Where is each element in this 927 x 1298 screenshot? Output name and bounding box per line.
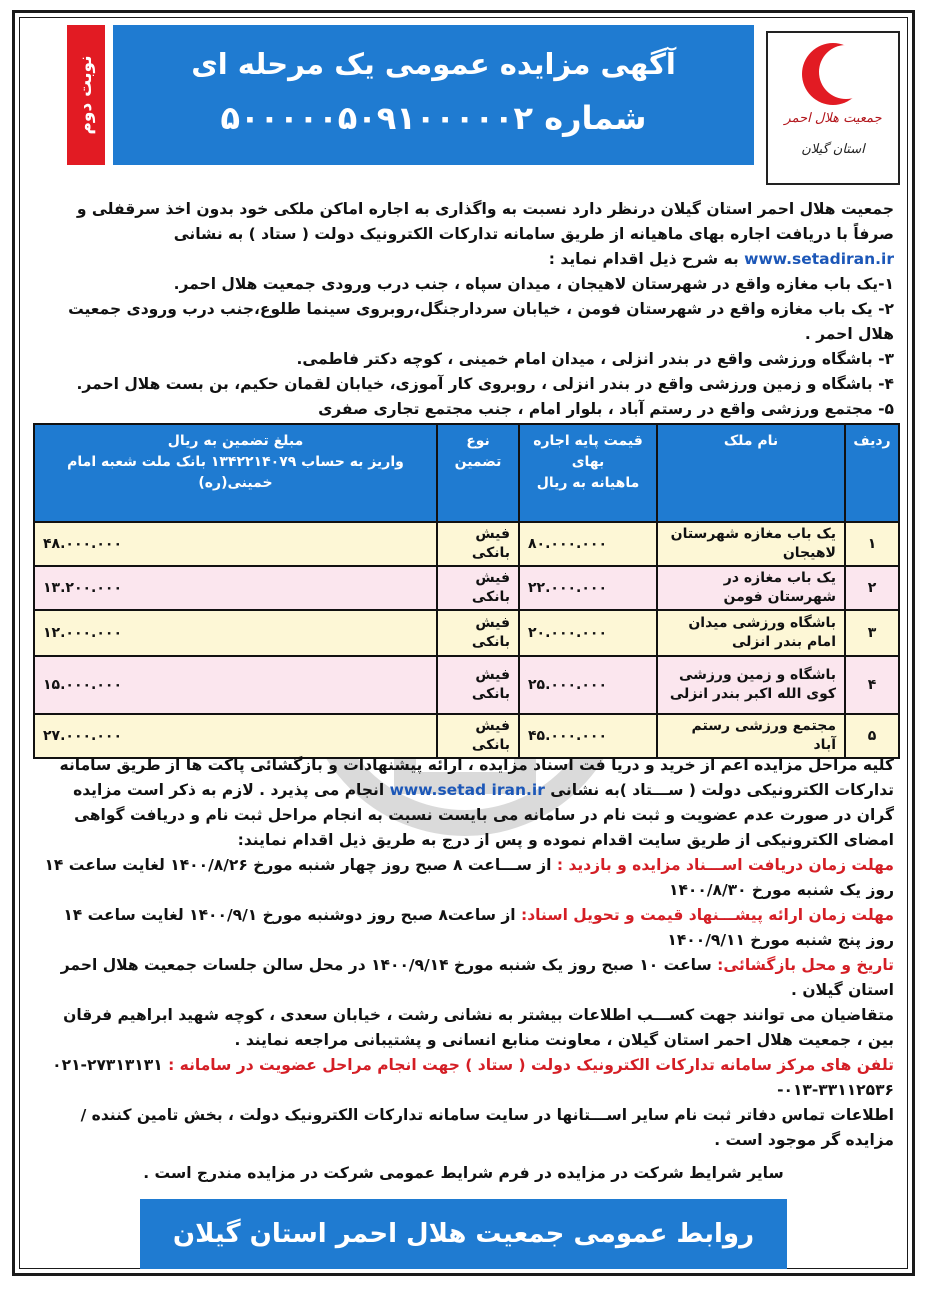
deadline-offers-label: مهلت زمان ارائه پیشـــنهاد قیمت و تحویل اسناد: bbox=[521, 906, 894, 924]
phone-numbers: ۰۲۱-۲۷۳۱۳۱۳۱ -۰۱۳-۳۳۱۱۲۵۳۶ bbox=[52, 1056, 894, 1099]
cell-property-name: یک باب مغازه در شهرستان فومن bbox=[657, 566, 845, 610]
cell-guarantee-type: فیش بانکی bbox=[437, 566, 519, 610]
cell-row-number: ۵ bbox=[845, 714, 899, 758]
opening-date bbox=[33, 953, 894, 1003]
header-property-name: نام ملک bbox=[657, 424, 845, 522]
table-row bbox=[34, 566, 899, 610]
logo-organization-name: جمعیت هلال احمر bbox=[784, 111, 882, 126]
intro-item-2: ۲- یک باب مغازه واقع در شهرستان فومن ، خیابان سردارجنگل،روبروی سینما طلوع،جنب درب ورودی جمعیت هلال احمر . bbox=[68, 300, 894, 343]
cell-guarantee-type: فیش بانکی bbox=[437, 714, 519, 758]
deadline-documents-label: مهلت زمان دریافت اســـناد مزایده و بازدید : bbox=[556, 856, 894, 874]
intro-paragraph bbox=[33, 197, 894, 272]
cell-base-price: ۲۲.۰۰۰.۰۰۰ bbox=[519, 566, 657, 610]
advertisement-page bbox=[12, 10, 915, 1276]
table-row bbox=[34, 656, 899, 714]
intro-section bbox=[33, 197, 894, 422]
cell-row-number: ۴ bbox=[845, 656, 899, 714]
cell-row-number: ۳ bbox=[845, 610, 899, 656]
header-guarantee-amount bbox=[34, 424, 437, 522]
procedure-text-2: انجام می پذیرد . لازم به ذکر است مزایده گران در صورت عدم عضویت و ثبت نام در سامانه می بایست نسبت به انجام مراحل ثبت نام و دریافت گواهی امضای الکترونیکی از طریق سایت اقدام نموده و پس از درج به طریق ذیل اقدام نمایند: bbox=[73, 781, 894, 849]
cell-guarantee-amount: ۱۲.۰۰۰.۰۰۰ bbox=[34, 610, 437, 656]
info-paragraph: متقاضیان می توانند جهت کســـب اطلاعات بیشتر به نشانی رشت ، خیابان سعدی ، کوچه شهید ابراهیم فرقان بین ، جمعیت هلال احمر استان گیلان ، معاونت منابع انسانی و پشتیبانی مراجعه نمایند . bbox=[63, 1006, 894, 1049]
cell-guarantee-type: فیش بانکی bbox=[437, 522, 519, 566]
intro-item-4: ۴- باشگاه و زمین ورزشی واقع در بندر انزلی ، روبروی کار آموزی، خیابان لقمان حکیم، بن بست هلال احمر. bbox=[76, 375, 894, 393]
cell-property-name: باشگاه و زمین ورزشی کوی الله اکبر بندر انزلی bbox=[657, 656, 845, 714]
deadline-documents-text: از ســـاعت ۸ صبح روز چهار شنبه مورخ ۱۴۰۰/۸/۲۶ لغایت ساعت ۱۴ روز یک شنبه مورخ ۱۴۰۰/۸/۳۰ bbox=[44, 856, 894, 899]
cell-base-price: ۸۰.۰۰۰.۰۰۰ bbox=[519, 522, 657, 566]
cell-base-price: ۲۵.۰۰۰.۰۰۰ bbox=[519, 656, 657, 714]
assets-table bbox=[33, 423, 900, 759]
header-base-price-line1: قیمت پایه اجاره بهای bbox=[533, 433, 643, 470]
cell-base-price: ۴۵.۰۰۰.۰۰۰ bbox=[519, 714, 657, 758]
cell-property-name: مجتمع ورزشی رستم آباد bbox=[657, 714, 845, 758]
intro-item-5: ۵- مجتمع ورزشی واقع در رستم آباد ، بلوار امام ، جنب مجتمع تجاری صفری bbox=[318, 400, 894, 418]
intro-item-1: ۱-یک باب مغازه واقع در شهرستان لاهیجان ، میدان سپاه ، جنب درب ورودی جمعیت هلال احمر. bbox=[173, 275, 894, 293]
cell-guarantee-type: فیش بانکی bbox=[437, 656, 519, 714]
setadiran-link[interactable]: www.setadiran.ir bbox=[744, 250, 894, 268]
round-badge bbox=[67, 25, 105, 165]
table-header-row bbox=[34, 424, 899, 522]
cell-base-price: ۲۰.۰۰۰.۰۰۰ bbox=[519, 610, 657, 656]
footer-text: روابط عمومی جمعیت هلال احمر استان گیلان bbox=[172, 1219, 755, 1249]
header-guarantee-amount-line2: واریز به حساب ۱۳۴۲۲۱۴۰۷۹ بانک ملت شعبه امام خمینی(ره) bbox=[67, 454, 404, 491]
header-guarantee-type: نوع تضمین bbox=[437, 424, 519, 522]
offices-paragraph: اطلاعات تماس دفاتر ثبت نام سایر اســـتانها در سایت سامانه تدارکات الکترونیک دولت ، بخش تامین کننده / مزایده گر موجود است . bbox=[80, 1106, 894, 1149]
logo-province-name: استان گیلان bbox=[801, 142, 865, 157]
opening-date-label: تاریخ و محل بازگشائی: bbox=[717, 956, 894, 974]
cell-property-name: یک باب مغازه شهرستان لاهیجان bbox=[657, 522, 845, 566]
deadline-offers-text: از ساعت۸ صبح روز دوشنبه مورخ ۱۴۰۰/۹/۱ لغایت ساعت ۱۴ روز پنج شنبه مورخ ۱۴۰۰/۹/۱۱ bbox=[63, 906, 894, 949]
cell-property-name: باشگاه ورزشی میدان امام بندر انزلی bbox=[657, 610, 845, 656]
header-base-price bbox=[519, 424, 657, 522]
setad-link[interactable]: www.setad iran.ir bbox=[389, 781, 545, 799]
phone-label: تلفن های مرکز سامانه تدارکات الکترونیک دولت ( ستاد ) جهت انجام مراحل عضویت در سامانه : bbox=[168, 1056, 894, 1074]
cell-guarantee-amount: ۱۵.۰۰۰.۰۰۰ bbox=[34, 656, 437, 714]
header-base-price-line2: ماهیانه به ریال bbox=[536, 475, 640, 491]
cell-guarantee-amount: ۲۷.۰۰۰.۰۰۰ bbox=[34, 714, 437, 758]
table-row bbox=[34, 714, 899, 758]
header-guarantee-amount-line1: مبلغ تضمین به ریال bbox=[167, 433, 304, 449]
table-row bbox=[34, 610, 899, 656]
cell-row-number: ۲ bbox=[845, 566, 899, 610]
round-badge-label: نوبت دوم bbox=[76, 55, 96, 135]
intro-text-1: جمعیت هلال احمر استان گیلان درنظر دارد نسبت به واگذاری به اجاره اماکن ملکی خود بدون اخذ سرقفلی و صرفاً با دریافت اجاره بهای ماهیانه از طریق سامانه تدارکات الکترونیک دولت ( ستاد ) به نشانی bbox=[76, 200, 894, 243]
deadline-documents bbox=[33, 853, 894, 903]
title-banner bbox=[113, 25, 754, 165]
procedure-paragraph bbox=[33, 753, 894, 853]
crescent-icon bbox=[802, 43, 864, 105]
opening-date-text: ساعت ۱۰ صبح روز یک شنبه مورخ ۱۴۰۰/۹/۱۴ در محل سالن جلسات جمعیت هلال احمر استان گیلان . bbox=[60, 956, 894, 999]
phone-paragraph bbox=[33, 1053, 894, 1103]
header bbox=[27, 25, 900, 173]
cell-guarantee-amount: ۱۳.۲۰۰.۰۰۰ bbox=[34, 566, 437, 610]
intro-text-2: به شرح ذیل اقدام نماید : bbox=[548, 250, 739, 268]
conditions-section bbox=[33, 753, 894, 1186]
auction-number: شماره ۵۰۰۰۰۰۵۰۹۱۰۰۰۰۰۲ bbox=[220, 99, 647, 137]
cell-row-number: ۱ bbox=[845, 522, 899, 566]
red-crescent-logo bbox=[766, 31, 900, 185]
deadline-offers bbox=[33, 903, 894, 953]
footer-banner bbox=[140, 1199, 787, 1269]
header-row-number: ردیف bbox=[845, 424, 899, 522]
procedure-text-1: کلیه مراحل مزایده اعم از خرید و دریا فت اسناد مزایده ، ارائه پیشنهادات و بازگشائی پاکت ها از طریق سامانه تدارکات الکترونیکی دولت ( ســـتاد )به نشانی bbox=[59, 756, 894, 799]
page-title: آگهی مزایده عمومی یک مرحله ای bbox=[191, 47, 676, 81]
cell-guarantee-type: فیش بانکی bbox=[437, 610, 519, 656]
intro-item-3: ۳- باشگاه ورزشی واقع در بندر انزلی ، میدان امام خمینی ، کوچه دکتر فاطمی. bbox=[296, 350, 894, 368]
table-row bbox=[34, 522, 899, 566]
cell-guarantee-amount: ۴۸.۰۰۰.۰۰۰ bbox=[34, 522, 437, 566]
final-note: سایر شرایط شرکت در مزایده در فرم شرایط عمومی شرکت در مزایده مندرج است . bbox=[143, 1164, 784, 1182]
